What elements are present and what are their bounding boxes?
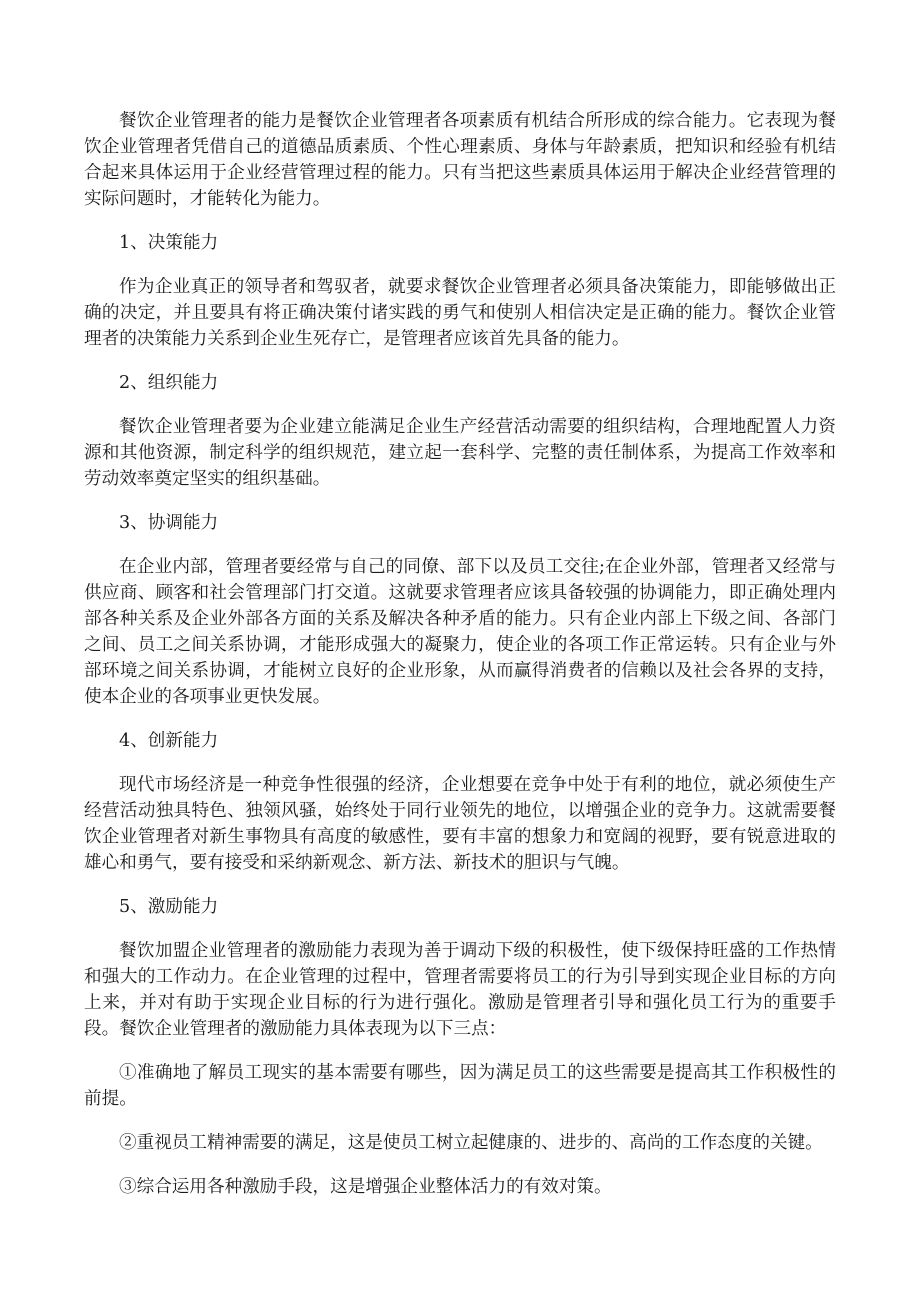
section-heading-coordination: 3、协调能力 — [119, 513, 219, 533]
section-body-coordination: 在企业内部，管理者要经常与自己的同僚、部下以及员工交往;在企业外部，管理者又经常与供应商、顾客和社会管理部门打交道。这就要求管理者应该具备较强的协调能力，即正确处理内部各种关系及企业外部各方面的关系及解决各种矛盾的能力。只有企业内部上下级之间、各部门之间、员工之间关系协调，才能形成强大的凝聚力，使企业的各项工作正常运转。只有企业与外部环境之间关系协调，才能树立良好的企业形象，从而赢得消费者的信赖以及社会各界的支持，使本企业的各项事业更快发展。 — [84, 557, 836, 707]
motivation-point-2: ②重视员工精神需要的满足，这是使员工树立起健康的、进步的、高尚的工作态度的关键。 — [119, 1133, 823, 1153]
motivation-point-3: ③综合运用各种激励手段，这是增强企业整体活力的有效对策。 — [119, 1177, 612, 1197]
motivation-point-1: ①准确地了解员工现实的基本需要有哪些，因为满足员工的这些需要是提高其工作积极性的前提。 — [84, 1063, 836, 1109]
intro-paragraph: 餐饮企业管理者的能力是餐饮企业管理者各项素质有机结合所形成的综合能力。它表现为餐饮企业管理者凭借自己的道德品质素质、个性心理素质、身体与年龄素质，把知识和经验有机结合起来具体运用于企业经营管理过程的能力。只有当把这些素质具体运用于解决企业经营管理的实际问题时，才能转化为能力。 — [84, 111, 836, 209]
section-body-organization: 餐饮企业管理者要为企业建立能满足企业生产经营活动需要的组织结构，合理地配置人力资源和其他资源，制定科学的组织规范，建立起一套科学、完整的责任制体系，为提高工作效率和劳动效率奠定坚实的组织基础。 — [84, 417, 836, 489]
section-body-motivation: 餐饮加盟企业管理者的激励能力表现为善于调动下级的积极性，使下级保持旺盛的工作热情和强大的工作动力。在企业管理的过程中，管理者需要将员工的行为引导到实现企业目标的方向上来，并对有助于实现企业目标的行为进行强化。激励是管理者引导和强化员工行为的重要手段。餐饮企业管理者的激励能力具体表现为以下三点： — [84, 941, 836, 1039]
section-heading-motivation: 5、激励能力 — [119, 897, 219, 917]
section-heading-decision: 1、决策能力 — [119, 233, 219, 253]
document-page — [84, 108, 836, 1200]
section-heading-innovation: 4、创新能力 — [119, 731, 219, 751]
section-heading-organization: 2、组织能力 — [119, 373, 219, 393]
section-body-decision: 作为企业真正的领导者和驾驭者，就要求餐饮企业管理者必须具备决策能力，即能够做出正确的决定，并且要具有将正确决策付诸实践的勇气和使别人相信决定是正确的能力。餐饮企业管理者的决策能力关系到企业生死存亡，是管理者应该首先具备的能力。 — [84, 277, 836, 349]
section-body-innovation: 现代市场经济是一种竞争性很强的经济，企业想要在竞争中处于有利的地位，就必须使生产经营活动独具特色、独领风骚，始终处于同行业领先的地位，以增强企业的竞争力。这就需要餐饮企业管理者对新生事物具有高度的敏感性，要有丰富的想象力和宽阔的视野，要有锐意进取的雄心和勇气，要有接受和采纳新观念、新方法、新技术的胆识与气魄。 — [84, 775, 836, 873]
